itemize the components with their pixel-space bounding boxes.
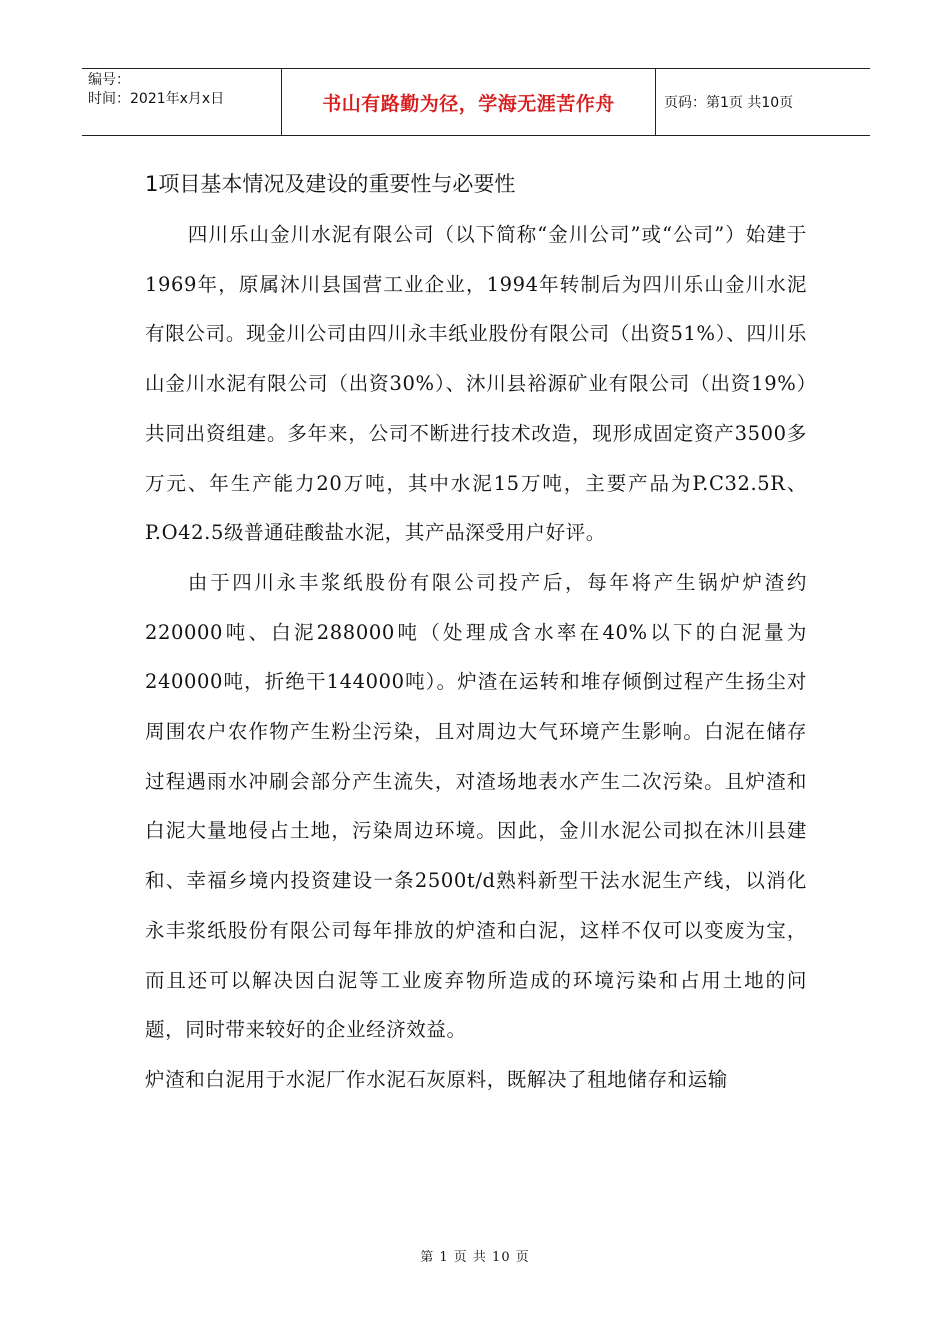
document-body bbox=[145, 160, 807, 1105]
header-motto-cell bbox=[282, 69, 656, 135]
document-header bbox=[82, 68, 870, 136]
paragraph-project-necessity: 由于四川永丰浆纸股份有限公司投产后，每年将产生锅炉炉渣约220000吨、白泥288000吨（处理成含水率在40%以下的白泥量为240000吨，折绝干144000吨）。炉渣在运转和堆存倾倒过程产生扬尘对周围农户农作物产生粉尘污染，且对周边大气环境产生影响。白泥在储存过程遇雨水冲刷会部分产生流失，对渣场地表水产生二次污染。且炉渣和白泥大量地侵占土地，污染周边环境。因此，金川水泥公司拟在沐川县建和、幸福乡境内投资建设一条2500t/d熟料新型干法水泥生产线，以消化永丰浆纸股份有限公司每年排放的炉渣和白泥，这样不仅可以变废为宝，而且还可以解决因白泥等工业废弃物所造成的环境污染和占用土地的问题，同时带来较好的企业经济效益。 bbox=[145, 570, 807, 1042]
page-footer: 第 1 页 共 10 页 bbox=[420, 1250, 530, 1265]
header-page-info: 页码：第1页 共10页 bbox=[664, 95, 794, 111]
document-number-label: 编号： bbox=[88, 72, 130, 88]
paragraph-continuation: 炉渣和白泥用于水泥厂作水泥石灰原料，既解决了租地储存和运输 bbox=[145, 1067, 728, 1091]
header-page-cell bbox=[656, 69, 870, 135]
header-motto: 书山有路勤为径，学海无涯苦作舟 bbox=[322, 92, 615, 115]
header-meta-cell bbox=[82, 69, 282, 135]
section-title: 1项目基本情况及建设的重要性与必要性 bbox=[145, 172, 516, 196]
document-date: 时间：2021年x月x日 bbox=[88, 91, 225, 107]
paragraph-company-background: 四川乐山金川水泥有限公司（以下简称“金川公司”或“公司”）始建于1969年，原属沐川县国营工业企业，1994年转制后为四川乐山金川水泥有限公司。现金川公司由四川永丰纸业股份有限公司（出资51%）、四川乐山金川水泥有限公司（出资30%）、沐川县裕源矿业有限公司（出资19%）共同出资组建。多年来，公司不断进行技术改造，现形成固定资产3500多万元、年生产能力20万吨，其中水泥15万吨，主要产品为P.C32.5R、P.O42.5级普通硅酸盐水泥，其产品深受用户好评。 bbox=[145, 223, 807, 545]
